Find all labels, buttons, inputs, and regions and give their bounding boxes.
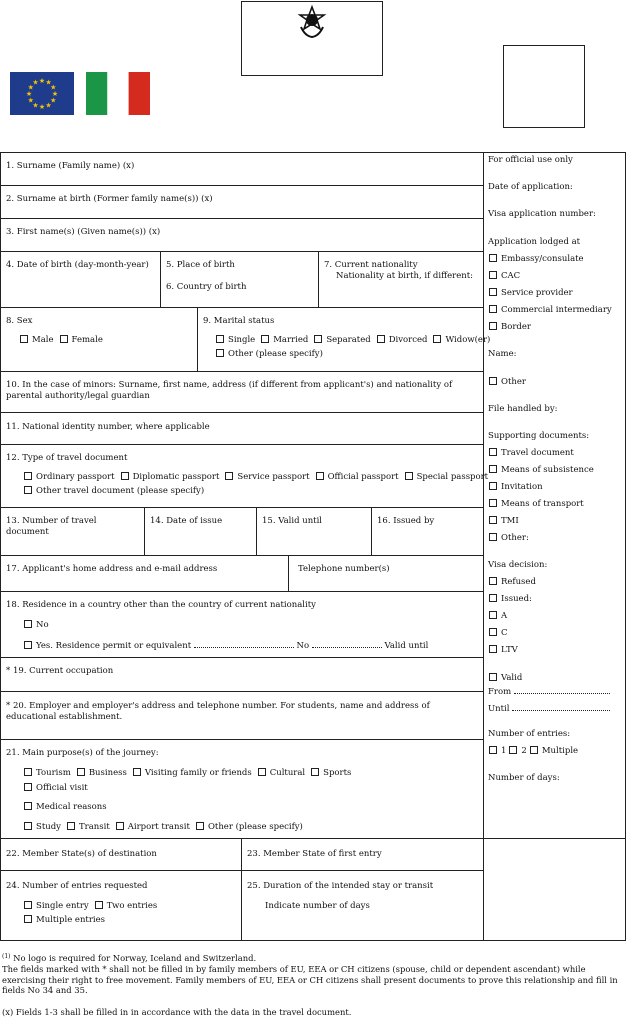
field-8-label: 8. Sex xyxy=(6,316,33,326)
italian-emblem-icon xyxy=(297,5,327,39)
special-passport-option[interactable]: Special passport xyxy=(405,472,489,483)
date-of-application-label: Date of application: xyxy=(488,182,573,192)
checkbox[interactable] xyxy=(489,288,497,296)
purpose-business-option[interactable]: Business xyxy=(77,768,127,779)
svg-text:★: ★ xyxy=(51,90,59,98)
checkbox[interactable] xyxy=(24,486,32,494)
field-18-label: 18. Residence in a country other than the country of current nationality xyxy=(6,600,316,610)
field-19-label: * 19. Current occupation xyxy=(6,666,114,676)
checkbox[interactable] xyxy=(489,533,497,541)
official-use-title: For official use only xyxy=(488,155,573,165)
checkbox[interactable] xyxy=(24,472,32,480)
field-20-label: * 20. Employer and employer's address and telephone number. For students, name and address of educational establishment. xyxy=(6,701,430,722)
purpose-transit-option[interactable]: Transit xyxy=(67,822,110,833)
checkbox[interactable] xyxy=(530,746,538,754)
field-13-label: 13. Number of travel document xyxy=(6,516,97,537)
footnote-logo: $^{(1)}$ No logo is required for Norway, Iceland and Switzerland. xyxy=(2,953,257,963)
checkbox[interactable] xyxy=(489,611,497,619)
lodged-commercial-option[interactable]: Commercial intermediary xyxy=(489,305,612,316)
checkbox[interactable] xyxy=(261,335,269,343)
svg-text:★: ★ xyxy=(32,101,39,110)
decision-c-option[interactable]: C xyxy=(489,628,508,639)
checkbox[interactable] xyxy=(67,822,75,830)
support-subsistence-option[interactable]: Means of subsistence xyxy=(489,465,594,476)
decision-valid-option[interactable]: Valid xyxy=(489,673,522,684)
checkbox[interactable] xyxy=(216,335,224,343)
checkbox[interactable] xyxy=(489,271,497,279)
checkbox[interactable] xyxy=(95,901,103,909)
checkbox[interactable] xyxy=(489,499,497,507)
marital-widow-option[interactable]: Widow(er) xyxy=(433,335,490,346)
lodged-service-provider-option[interactable]: Service provider xyxy=(489,288,573,299)
purpose-study-option[interactable]: Study xyxy=(24,822,61,833)
lodged-embassy-option[interactable]: Embassy/consulate xyxy=(489,254,584,265)
field-24-label: 24. Number of entries requested xyxy=(6,881,148,891)
file-handled-label: File handled by: xyxy=(488,404,558,414)
checkbox[interactable] xyxy=(77,768,85,776)
decision-issued-option[interactable]: Issued: xyxy=(489,594,532,605)
support-travel-doc-option[interactable]: Travel document xyxy=(489,448,574,459)
purpose-medical-option[interactable]: Medical reasons xyxy=(24,802,107,813)
ordinary-passport-option[interactable]: Ordinary passport xyxy=(24,472,115,483)
valid-from-label: From xyxy=(488,685,610,698)
checkbox[interactable] xyxy=(121,472,129,480)
marital-single-option[interactable]: Single xyxy=(216,335,255,346)
svg-text:★: ★ xyxy=(27,83,34,92)
field-7-label: 7. Current nationality xyxy=(324,260,418,270)
field-7-sub-label: Nationality at birth, if different: xyxy=(336,271,474,281)
field-17-label: 17. Applicant's home address and e-mail address xyxy=(6,564,218,574)
checkbox[interactable] xyxy=(489,628,497,636)
italy-flag-icon xyxy=(86,72,150,115)
checkbox[interactable] xyxy=(377,335,385,343)
multiple-entries-option[interactable]: Multiple entries xyxy=(24,915,105,926)
purpose-tourism-option[interactable]: Tourism xyxy=(24,768,71,779)
field-10-label: 10. In the case of minors: Surname, first name, address (if different from applicant's) and nationality of parental authority/legal guardian xyxy=(6,380,453,401)
sex-options xyxy=(20,335,109,346)
field-22-label: 22. Member State(s) of destination xyxy=(6,849,157,859)
svg-text:★: ★ xyxy=(27,96,34,105)
svg-text:★: ★ xyxy=(38,77,46,85)
checkbox[interactable] xyxy=(489,465,497,473)
purpose-sports-option[interactable]: Sports xyxy=(311,768,351,779)
checkbox[interactable] xyxy=(489,594,497,602)
number-of-entries-label: Number of entries: xyxy=(488,729,571,739)
visa-decision-label: Visa decision: xyxy=(488,560,548,570)
checkbox[interactable] xyxy=(24,901,32,909)
field-5-label: 5. Place of birth xyxy=(166,260,235,270)
checkbox[interactable] xyxy=(116,822,124,830)
field-1-label: 1. Surname (Family name) (x) xyxy=(6,161,135,171)
footnote-fields-1-3: (x) Fields 1-3 shall be filled in in accordance with the data in the travel document. xyxy=(2,1007,352,1017)
checkbox[interactable] xyxy=(196,822,204,830)
support-other-option[interactable]: Other: xyxy=(489,533,529,544)
field-25-label: 25. Duration of the intended stay or transit xyxy=(247,881,434,891)
diplomatic-passport-option[interactable]: Diplomatic passport xyxy=(121,472,220,483)
other-travel-doc-option[interactable]: Other travel document (please specify) xyxy=(24,486,204,497)
field-9-label: 9. Marital status xyxy=(203,316,275,326)
checkbox[interactable] xyxy=(314,335,322,343)
checkbox[interactable] xyxy=(489,673,497,681)
checkbox[interactable] xyxy=(489,377,497,385)
field-15-label: 15. Valid until xyxy=(262,516,323,526)
purpose-official-option[interactable]: Official visit xyxy=(24,783,88,794)
checkbox[interactable] xyxy=(489,322,497,330)
checkbox[interactable] xyxy=(258,768,266,776)
purpose-airport-transit-option[interactable]: Airport transit xyxy=(116,822,190,833)
sex-male-option[interactable]: Male xyxy=(20,335,54,346)
field-23-label: 23. Member State of first entry xyxy=(247,849,382,859)
svg-text:★: ★ xyxy=(50,83,57,92)
lodged-border-option[interactable]: Border xyxy=(489,322,531,333)
official-entries-2-option[interactable]: 2 xyxy=(509,746,526,757)
decision-a-option[interactable]: A xyxy=(489,611,507,622)
svg-text:★: ★ xyxy=(45,78,52,87)
checkbox[interactable] xyxy=(24,802,32,810)
checkbox[interactable] xyxy=(60,335,68,343)
checkbox[interactable] xyxy=(405,472,413,480)
marital-other-option[interactable]: Other (please specify) xyxy=(216,349,323,360)
official-entries-options xyxy=(489,746,584,757)
emblem-box xyxy=(241,1,383,76)
checkbox[interactable] xyxy=(489,746,497,754)
svg-text:★: ★ xyxy=(50,96,57,105)
valid-until-label: Until xyxy=(488,702,610,715)
official-entries-1-option[interactable]: 1 xyxy=(489,746,506,757)
marital-options xyxy=(216,335,496,346)
checkbox[interactable] xyxy=(133,768,141,776)
marital-married-option[interactable]: Married xyxy=(261,335,308,346)
field-25-sub-label: Indicate number of days xyxy=(265,901,370,911)
purpose-row-4 xyxy=(24,822,309,833)
purpose-row-1 xyxy=(24,768,357,779)
telephone-label: Telephone number(s) xyxy=(298,564,390,574)
field-2-label: 2. Surname at birth (Former family name(s)) (x) xyxy=(6,194,213,204)
marital-separated-option[interactable]: Separated xyxy=(314,335,370,346)
field-11-label: 11. National identity number, where applicable xyxy=(6,422,210,432)
checkbox[interactable] xyxy=(24,620,32,628)
svg-text:★: ★ xyxy=(38,103,46,111)
checkbox[interactable] xyxy=(489,254,497,262)
field-16-label: 16. Issued by xyxy=(377,516,435,526)
svg-text:★: ★ xyxy=(45,101,52,110)
lodged-other-option[interactable]: Other xyxy=(489,377,526,388)
checkbox[interactable] xyxy=(20,335,28,343)
svg-text:★: ★ xyxy=(25,90,33,98)
checkbox[interactable] xyxy=(24,783,32,791)
two-entries-option[interactable]: Two entries xyxy=(95,901,158,912)
residence-no-option[interactable]: No xyxy=(24,620,49,631)
svg-text:★: ★ xyxy=(32,78,39,87)
support-transport-option[interactable]: Means of transport xyxy=(489,499,584,510)
field-14-label: 14. Date of issue xyxy=(150,516,223,526)
checkbox[interactable] xyxy=(316,472,324,480)
travel-doc-options xyxy=(24,472,488,483)
field-12-label: 12. Type of travel document xyxy=(6,453,128,463)
field-3-label: 3. First name(s) (Given name(s)) (x) xyxy=(6,227,161,237)
name-label: Name: xyxy=(488,349,517,359)
checkbox[interactable] xyxy=(489,516,497,524)
single-entry-option[interactable]: Single entry xyxy=(24,901,89,912)
checkbox[interactable] xyxy=(489,577,497,585)
supporting-documents-label: Supporting documents: xyxy=(488,431,590,441)
field-21-label: 21. Main purpose(s) of the journey: xyxy=(6,748,159,758)
checkbox[interactable] xyxy=(489,645,497,653)
purpose-other-option[interactable]: Other (please specify) xyxy=(196,822,303,833)
checkbox[interactable] xyxy=(24,822,32,830)
checkbox[interactable] xyxy=(489,305,497,313)
checkbox[interactable] xyxy=(509,746,517,754)
application-lodged-label: Application lodged at xyxy=(488,237,581,247)
eu-flag-icon xyxy=(10,72,74,115)
service-passport-option[interactable]: Service passport xyxy=(225,472,309,483)
checkbox[interactable] xyxy=(489,448,497,456)
official-passport-option[interactable]: Official passport xyxy=(316,472,399,483)
checkbox[interactable] xyxy=(433,335,441,343)
checkbox[interactable] xyxy=(24,641,32,649)
footnote-family-members: The fields marked with * shall not be filled in by family members of EU, EEA or CH citizens (spouse, child or dependent ascendant) while exercising their right to free movement. Family members of EU, EEA or CH citizens shall present documents to prove this relationship and fill in fields No 34 and 35. xyxy=(2,964,618,995)
decision-refused-option[interactable]: Refused xyxy=(489,577,536,588)
checkbox[interactable] xyxy=(311,768,319,776)
official-entries-multiple-option[interactable]: Multiple xyxy=(530,746,578,757)
checkbox[interactable] xyxy=(24,768,32,776)
entries-options xyxy=(24,901,163,912)
residence-yes-option[interactable]: Yes. Residence permit or equivalent No Valid until xyxy=(24,639,428,652)
support-tmi-option[interactable]: TMI xyxy=(489,516,519,527)
marital-divorced-option[interactable]: Divorced xyxy=(377,335,428,346)
checkbox[interactable] xyxy=(225,472,233,480)
field-6-label: 6. Country of birth xyxy=(166,282,247,292)
field-4-label: 4. Date of birth (day-month-year) xyxy=(6,260,149,270)
support-invitation-option[interactable]: Invitation xyxy=(489,482,543,493)
checkbox[interactable] xyxy=(216,349,224,357)
sex-female-option[interactable]: Female xyxy=(60,335,103,346)
purpose-cultural-option[interactable]: Cultural xyxy=(258,768,305,779)
checkbox[interactable] xyxy=(489,482,497,490)
checkbox[interactable] xyxy=(24,915,32,923)
decision-ltv-option[interactable]: LTV xyxy=(489,645,518,656)
purpose-visiting-option[interactable]: Visiting family or friends xyxy=(133,768,252,779)
visa-application-number-label: Visa application number: xyxy=(488,209,596,219)
photo-box xyxy=(503,45,585,128)
number-of-days-label: Number of days: xyxy=(488,773,560,783)
lodged-cac-option[interactable]: CAC xyxy=(489,271,520,282)
